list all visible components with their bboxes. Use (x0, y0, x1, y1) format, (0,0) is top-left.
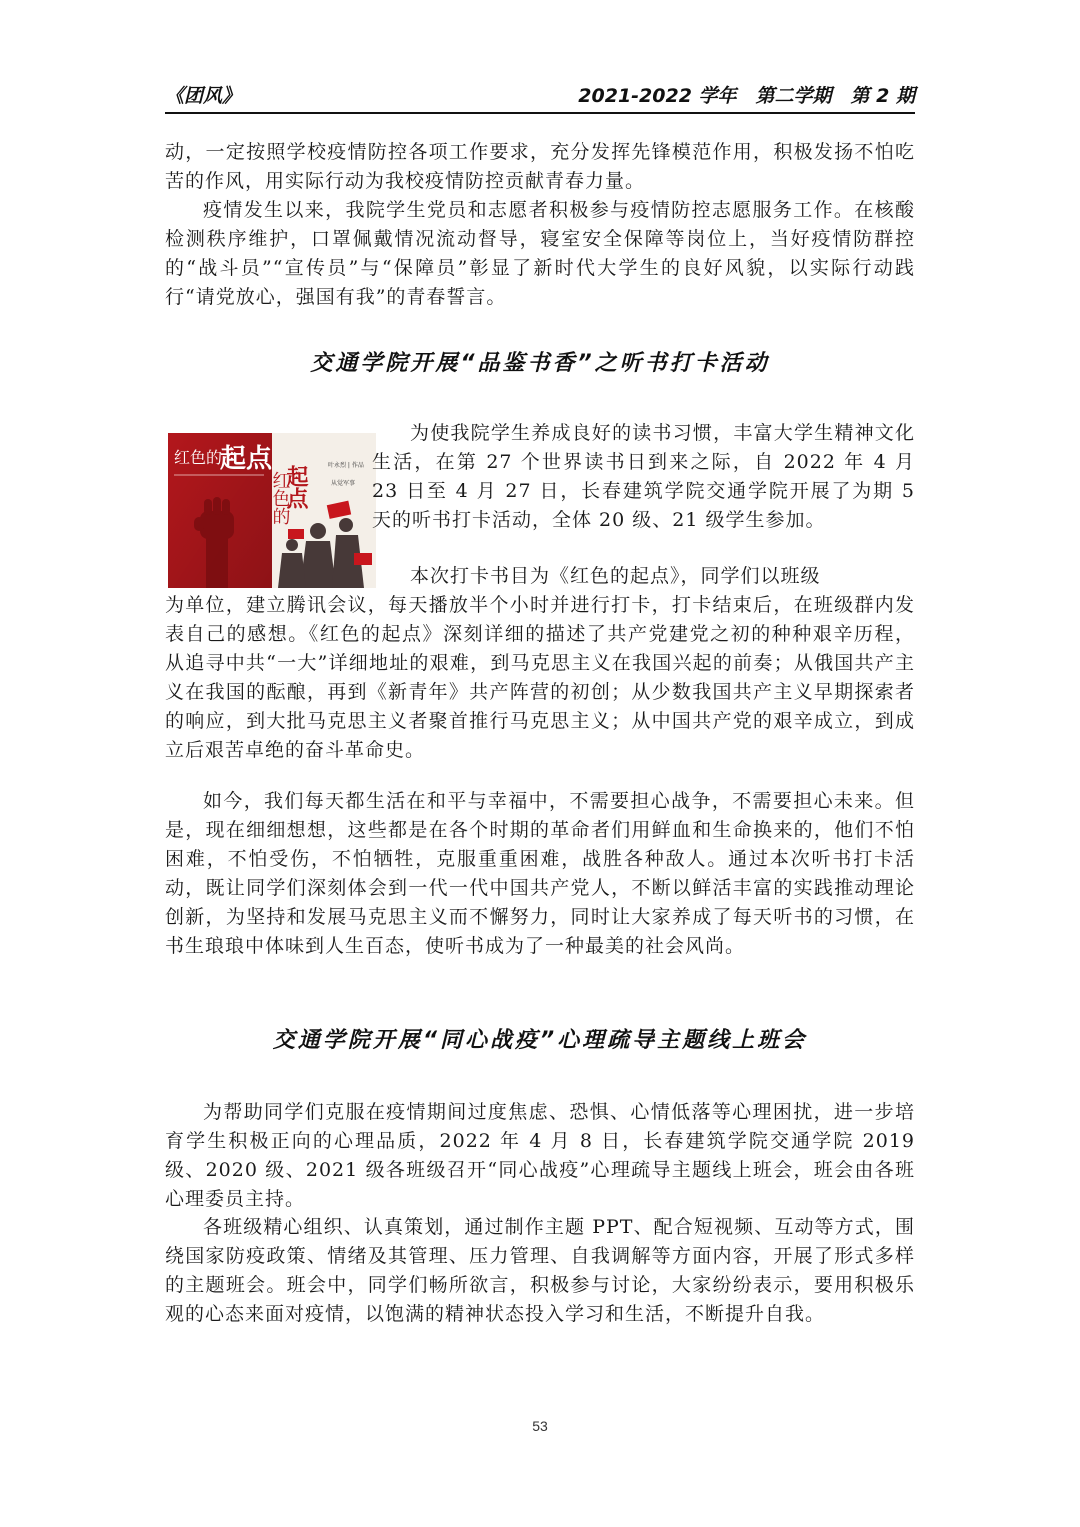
intro-paragraph-1: 动，一定按照学校疫情防控各项工作要求，充分发挥先锋模范作用，积极发扬不怕吃苦的作风，用实际行动为我校疫情防控贡献青春力量。 (165, 141, 915, 192)
article2-paragraph-1: 为帮助同学们克服在疫情期间过度焦虑、恐惧、心情低落等心理困扰，进一步培育学生积极正向的心理品质，2022 年 4 月 8 日，长春建筑学院交通学院 2019 级、2020 级、2021 级各班级召开“同心战疫”心理疏导主题线上班会，班会由各班心理委员主持。 (165, 1101, 915, 1210)
page-number: 53 (532, 1418, 548, 1434)
cover2-title-b: 起点 (283, 465, 309, 509)
cover2-tag: 从觉军事 (331, 480, 356, 487)
article1-paragraph-2-rest: 为单位，建立腾讯会议，每天播放半个小时并进行打卡，打卡结束后，在班级群内发表自己的感想。《红色的起点》深刻详细的描述了共产党建党之初的种种艰辛历程，从追寻中共“一大”详细地址的艰难，到马克思主义在我国兴起的前奏；从俄国共产主义在我国的酝酿，再到《新青年》共产阵营的初创；从少数我国共产主义早期探索者的响应，到大批马克思主义者聚首推行马克思主义；从中国共产党的艰辛成立，到成立后艰苦卓绝的奋斗革命史。 (165, 594, 915, 761)
cover2-title-a: 红色的 (269, 471, 291, 525)
book-cover-image (168, 433, 376, 588)
cover1-title-b: 起点 (220, 444, 273, 474)
page-header (165, 78, 915, 108)
header-rule (165, 112, 915, 114)
cover1-title-a: 红色的 (174, 448, 223, 467)
article1-paragraph-2-start: 本次打卡书目为《红色的起点》，同学们以班级 (410, 565, 821, 587)
article1-paragraph-3: 如今，我们每天都生活在和平与幸福中，不需要担心战争，不需要担心未来。但是，现在细细想想，这些都是在各个时期的革命者们用鲜血和生命换来的，他们不怕困难，不怕受伤，不怕牺牲，克服重重困难，战胜各种敌人。通过本次听书打卡活动，既让同学们深刻体会到一代一代中国共产党人，不断以鲜活丰富的实践推动理论创新，为坚持和发展马克思主义而不懈努力，同时让大家养成了每天听书的习惯，在书生琅琅中体味到人生百态，使听书成为了一种最美的社会风尚。 (165, 790, 915, 957)
article2-title: 交通学院开展“同心战疫”心理疏导主题线上班会 (272, 1028, 808, 1053)
article1-paragraph-1: 为使我院学生养成良好的读书习惯，丰富大学生精神文化生活，在第 27 个世界读书日到来之际，自 2022 年 4 月 23 日至 4 月 27 日，长春建筑学院交通学院开展了为期 5 天的听书打卡活动，全体 20 级、21 级学生参加。 (372, 422, 915, 531)
journal-name: 《团风》 (165, 85, 242, 107)
cover2-author: 叶永烈 | 作品 (328, 462, 364, 469)
issue-info: 2021-2022 学年 第二学期 第 2 期 (578, 85, 915, 107)
intro-paragraph-2: 疫情发生以来，我院学生党员和志愿者积极参与疫情防控志愿服务工作。在核酸检测秩序维护，口罩佩戴情况流动督导，寝室安全保障等岗位上，当好疫情防群控的“战斗员”“宣传员”与“保障员”彰显了新时代大学生的良好风貌，以实际行动践行“请党放心，强国有我”的青春誓言。 (165, 199, 915, 308)
article1-title: 交通学院开展“品鉴书香”之听书打卡活动 (310, 351, 770, 376)
article2-paragraph-2: 各班级精心组织、认真策划，通过制作主题 PPT、配合短视频、互动等方式，围绕国家防疫政策、情绪及其管理、压力管理、自我调解等方面内容，开展了形式多样的主题班会。班会中，同学们畅所欲言，积极参与讨论，大家纷纷表示，要用积极乐观的心态来面对疫情，以饱满的精神状态投入学习和生活，不断提升自我。 (165, 1216, 915, 1325)
